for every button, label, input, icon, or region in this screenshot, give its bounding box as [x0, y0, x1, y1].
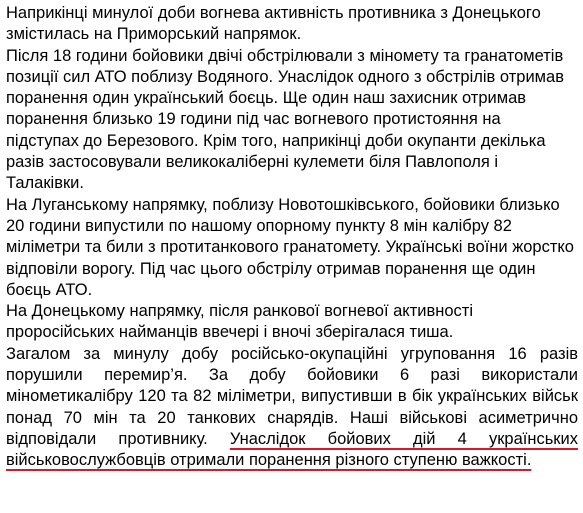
summary-text: Загалом за минулу добу російсько-окупаційні угруповання 16 разів порушили перемир’я. За добу бойовики 6 разі використали мінометикалібру 120 та 82 міліметри, випустивши в бік українських військ понад 70 мін та 20 танкових снарядів. Наші військові асиметрично відповідали противнику.	[6, 344, 578, 448]
article-body	[6, 3, 578, 472]
paragraph-donetsk-direction: На Донецькому напрямку, після ранкової вогневої активності проросійських найманців ввечері і вночі зберігалася тиша.	[6, 302, 473, 342]
paragraph-vodiane-berezove: Після 18 години бойовики двічі обстрілювали з міномету та гранатометів позиції сил АТО поблизу Водяного. Унаслідок одного з обстрілів отримав поранення один український боєць. Ще один наш захисник отримав поранення близько 19 години під час вогневого протистояння на підступах до Березового. Крім того, наприкінці доби окупанти декілька разів застосовували великокаліберні кулемети біля Павлополя і Талаківки.	[6, 46, 564, 193]
paragraph-summary	[6, 344, 578, 472]
casualties-highlight: Унаслідок бойових дій 4 українських військовослужбовців отримали поранення різного ступеню важкості.	[6, 429, 578, 470]
paragraph-luhansk-direction: На Луганському напрямку, поблизу Новотошківського, бойовики близько 20 години випустили по нашому опорному пункту 8 мін калібру 82 міліметри та били з протитанкового гранатомету. Українські воїни жорстко відповіли ворогу. Під час цього обстрілу отримав поранення ще один боєць АТО.	[6, 195, 574, 299]
paragraph-shift-to-prymorskyi: Наприкінці минулої доби вогнева активність противника з Донецького змістилась на Приморський напрямок.	[6, 4, 541, 44]
